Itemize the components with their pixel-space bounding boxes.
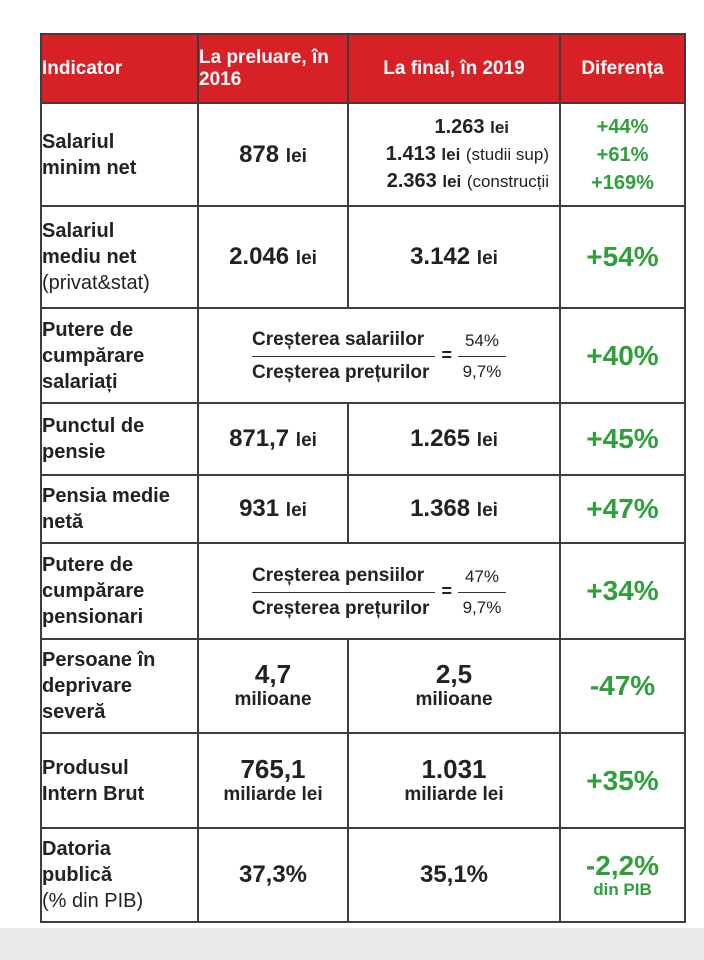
end-value (348, 639, 560, 733)
diff-value: +34% (560, 543, 685, 639)
ratio-formula (199, 325, 559, 386)
value-unit: lei (476, 430, 498, 451)
diff-value: +35% (560, 733, 685, 828)
diff-main: -2,2% (585, 850, 660, 881)
end-line (349, 114, 549, 141)
indicator-line: pensionari (42, 606, 144, 628)
table-row (41, 103, 685, 206)
indicator-line: mediu net (42, 246, 137, 268)
diff-value: -47% (560, 639, 685, 733)
indicator-line: Punctul de (42, 415, 145, 437)
indicator-label (41, 733, 198, 828)
value-unit: lei (476, 248, 498, 269)
value-note: (studii sup) (465, 145, 549, 164)
header-start: La preluare, în 2016 (198, 34, 348, 103)
indicator-label (41, 475, 198, 543)
end-value (348, 475, 560, 543)
diff-line: +61% (596, 143, 649, 166)
value-unit: milioane (234, 689, 312, 710)
value-number: 2.363 (386, 170, 437, 192)
ratio-values (458, 563, 506, 620)
table-row (41, 308, 685, 403)
indicator-line: cumpărare (42, 580, 145, 602)
indicator-label (41, 639, 198, 733)
ratio-top-value: 54% (458, 327, 506, 357)
diff-value (560, 103, 685, 206)
diff-sub: din PIB (593, 880, 652, 899)
indicator-label (41, 403, 198, 475)
ratio-cell (198, 308, 560, 403)
diff-value (560, 828, 685, 922)
value-number: 1.413 (385, 143, 436, 165)
start-value (198, 639, 348, 733)
value-number: 2,5 (435, 659, 473, 689)
value-unit: lei (295, 248, 317, 269)
indicator-note: (privat&stat) (42, 272, 150, 294)
indicator-line: Salariul (42, 130, 115, 153)
value-unit: lei (285, 145, 307, 167)
ratio-denominator: Creșterea prețurilor (252, 362, 430, 383)
diff-value: +40% (560, 308, 685, 403)
value-unit: lei (442, 172, 462, 191)
indicator-line: Persoane în (42, 649, 156, 671)
table-row (41, 206, 685, 308)
start-value (198, 403, 348, 475)
indicator-line: severă (42, 701, 106, 723)
start-value (198, 733, 348, 828)
end-value (348, 206, 560, 308)
table-row (41, 403, 685, 475)
diff-value: +54% (560, 206, 685, 308)
indicator-line: Putere de (42, 554, 134, 576)
value-unit: lei (285, 500, 307, 521)
ratio-numerator: Creșterea salariilor (252, 325, 435, 357)
indicator-label (41, 103, 198, 206)
end-value: 35,1% (348, 828, 560, 922)
start-value: 37,3% (198, 828, 348, 922)
start-value (198, 103, 348, 206)
indicator-line: Intern Brut (42, 782, 145, 805)
value-number: 1.368 (410, 495, 471, 522)
indicator-line: minim net (42, 156, 137, 179)
value-number: 765,1 (240, 753, 306, 784)
end-value (348, 733, 560, 828)
header-row (41, 34, 685, 103)
indicator-label (41, 206, 198, 308)
value-number: 871,7 (229, 425, 290, 452)
end-line (349, 141, 549, 168)
ratio-top-value: 47% (458, 563, 506, 593)
ratio-formula (199, 561, 559, 622)
value-unit: lei (441, 145, 461, 164)
header-end: La final, în 2019 (348, 34, 560, 103)
ratio-values (458, 327, 506, 384)
value-unit: lei (295, 430, 317, 451)
value-number: 1.265 (410, 425, 471, 452)
indicator-label (41, 308, 198, 403)
indicator-line: Datoria (42, 838, 111, 860)
ratio-fraction (252, 325, 435, 386)
end-value (348, 403, 560, 475)
header-diff: Diferența (560, 34, 685, 103)
diff-line: +169% (591, 171, 654, 194)
ratio-numerator: Creșterea pensiilor (252, 561, 435, 593)
value-number: 931 (239, 495, 280, 522)
indicator-line: Pensia medie (42, 485, 170, 507)
value-unit: miliarde lei (223, 783, 323, 805)
diff-line: +44% (596, 115, 649, 138)
ratio-denominator: Creșterea prețurilor (252, 597, 430, 619)
value-number: 3.142 (410, 243, 471, 270)
header-indicator: Indicator (41, 34, 198, 103)
value-unit: miliarde lei (404, 783, 504, 805)
ratio-bottom-value: 9,7% (462, 362, 502, 381)
data-table (40, 33, 686, 923)
indicator-line: Putere de (42, 318, 134, 341)
start-value (198, 475, 348, 543)
start-value (198, 206, 348, 308)
indicator-line: Produsul (42, 756, 129, 779)
equals-sign: = (441, 580, 452, 601)
table-row (41, 639, 685, 733)
table-row (41, 828, 685, 922)
value-unit: lei (476, 500, 498, 521)
table-row (41, 475, 685, 543)
value-number: 2.046 (229, 243, 290, 270)
value-number: 1.031 (421, 753, 487, 784)
diff-value: +45% (560, 403, 685, 475)
indicator-line: deprivare (42, 675, 133, 697)
indicator-label (41, 828, 198, 922)
indicator-line: netă (42, 511, 84, 533)
ratio-cell (198, 543, 560, 639)
indicator-label (41, 543, 198, 639)
indicator-line: publică (42, 864, 113, 886)
equals-sign: = (441, 345, 452, 365)
value-number: 1.263 (434, 116, 485, 138)
indicator-line: cumpărare (42, 344, 145, 367)
indicator-line: Salariul (42, 220, 115, 242)
end-value (348, 103, 560, 206)
value-note: (construcții (466, 172, 549, 191)
table-row (41, 543, 685, 639)
ratio-fraction (252, 561, 435, 622)
table-row (41, 733, 685, 828)
diff-value: +47% (560, 475, 685, 543)
ratio-bottom-value: 9,7% (462, 597, 502, 617)
value-number: 4,7 (254, 659, 292, 689)
indicator-note: (% din PIB) (42, 890, 144, 912)
value-number: 878 (239, 140, 280, 168)
indicator-line: salariați (42, 370, 118, 393)
end-line (349, 168, 549, 195)
value-unit: milioane (415, 689, 493, 710)
indicator-line: pensie (42, 441, 106, 463)
value-unit: lei (490, 118, 509, 137)
